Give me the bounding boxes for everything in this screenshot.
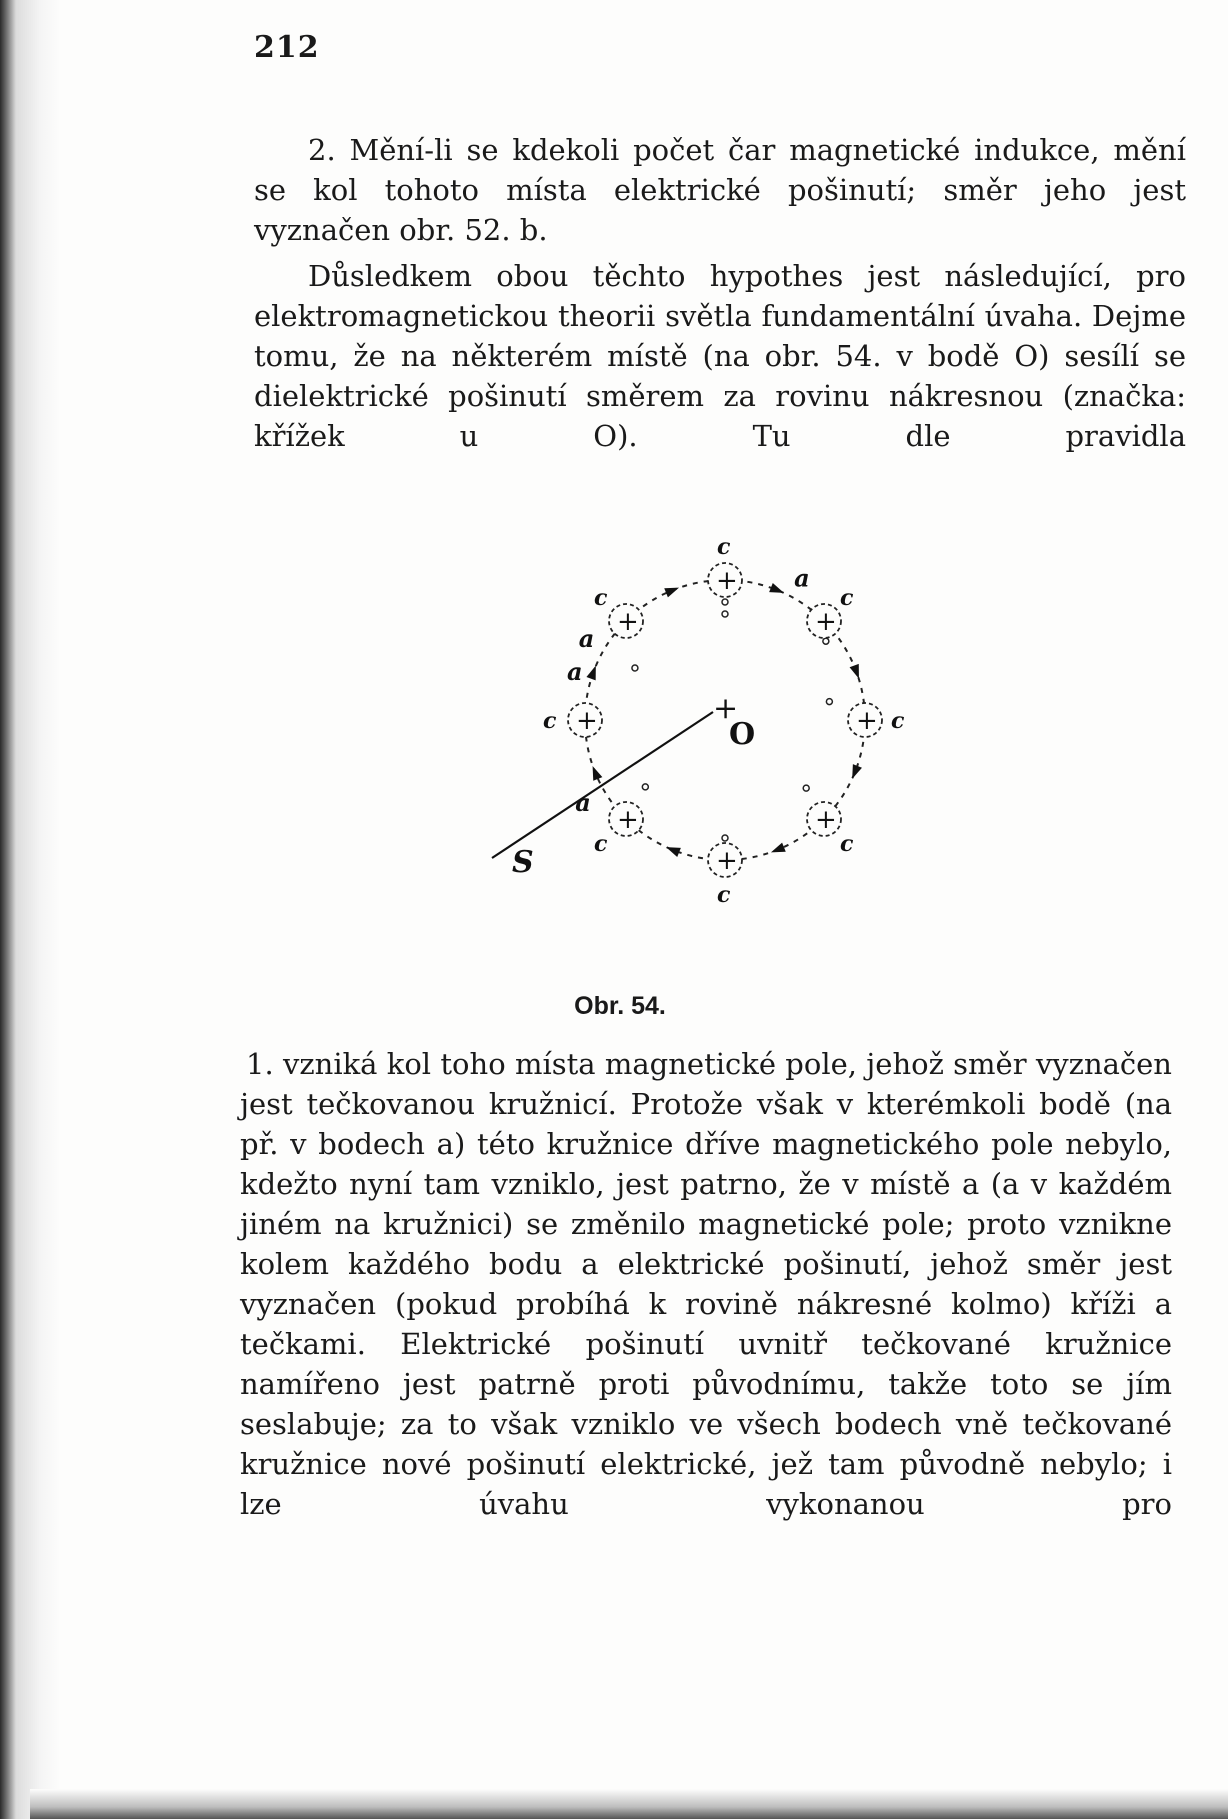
line-label-s: S: [512, 845, 534, 880]
paragraph-1: 2. Mění-li se kdekoli počet čar magnetické indukce, mění se kol tohoto místa elektrické pošinutí; směr jeho jest vyznačen obr. 52. b.: [254, 133, 1186, 247]
center-label-o: O: [729, 717, 756, 752]
outer-label-c-7: c: [543, 708, 557, 734]
figure-54: [470, 520, 950, 940]
point-label-a-3: a: [575, 788, 591, 817]
outer-label-c-5: c: [717, 882, 731, 908]
direction-arrow-3: [852, 764, 862, 779]
inner-dot-1: [722, 599, 728, 605]
point-label-a-2: a: [578, 624, 595, 653]
small-circle-plus-5: +: [716, 846, 738, 876]
outer-label-c-2: c: [840, 584, 854, 611]
direction-arrow-7: [586, 666, 595, 681]
direction-arrow-1: [769, 583, 784, 593]
small-circle-plus-7: +: [576, 706, 598, 736]
inner-dot-3: [826, 699, 832, 705]
outer-label-c-4: c: [840, 831, 854, 858]
outer-label-c-6: c: [593, 831, 608, 858]
direction-arrow-8: [664, 588, 679, 598]
small-circle-plus-1: +: [716, 566, 738, 596]
small-circle-plus-8: +: [617, 607, 639, 638]
inner-dot-8: [722, 611, 728, 617]
direction-arrow-2: [850, 664, 859, 679]
outer-label-c-8: c: [593, 584, 608, 611]
outer-label-c-1: c: [717, 534, 731, 560]
point-label-a-4: a: [567, 657, 583, 686]
outer-label-c-3: c: [891, 708, 905, 734]
inner-dot-5: [722, 835, 728, 841]
direction-arrow-4: [771, 843, 786, 853]
point-label-a-1: a: [794, 563, 810, 593]
center-plus-mark: +: [713, 691, 739, 726]
direction-arrow-5: [666, 847, 681, 857]
inner-dot-6: [642, 784, 648, 790]
small-circle-plus-6: +: [617, 804, 639, 835]
page-number: 212: [254, 30, 320, 65]
small-circle-plus-4: +: [814, 804, 837, 835]
inner-dot-2: [823, 638, 829, 644]
inner-dot-4: [803, 785, 809, 791]
page-bottom-edge: [30, 1789, 1228, 1819]
book-spine-shadow: [0, 0, 60, 1819]
figure-caption: Obr. 54.: [574, 992, 666, 1020]
small-circle-plus-3: +: [856, 706, 878, 736]
inner-dot-7: [632, 665, 638, 671]
direction-arrow-6: [593, 766, 603, 781]
small-circle-plus-2: +: [814, 607, 837, 638]
figure-54-diagram: [470, 520, 950, 940]
paragraph-3: 1. vzniká kol toho místa magnetické pole, jehož směr vyznačen jest tečkovanou kružnicí. Protože však v kterémkoli bodě (na př. v bodech a) této kružnice dříve magnetického pole nebylo, kdežto nyní tam vzniklo, jest patrno, že v místě a (a v každém jiném na kružnici) se změnilo magnetické pole; proto vznikne kolem každého bodu a elektrické pošinutí, jehož směr jest vyznačen (pokud probíhá k rovině nákresné kolmo) kříži a tečkami. Elektrické pošinutí uvnitř tečkované kružnice namířeno jest patrně proti původnímu, takže toto se jím seslabuje; za to však vzniklo ve všech bodech vně tečkované kružnice nové pošinutí elektrické, jež tam původně nebylo; i lze úvahu vykonanou pro: [240, 1047, 1172, 1521]
paragraph-2: Důsledkem obou těchto hypothes jest následující, pro elektromagnetickou theorii světla fundamentální úvaha. Dejme tomu, že na některém místě (na obr. 54. v bodě O) sesílí se dielektrické pošinutí směrem za rovinu nákresnou (značka: křížek u O). Tu dle pravidla: [254, 259, 1186, 453]
